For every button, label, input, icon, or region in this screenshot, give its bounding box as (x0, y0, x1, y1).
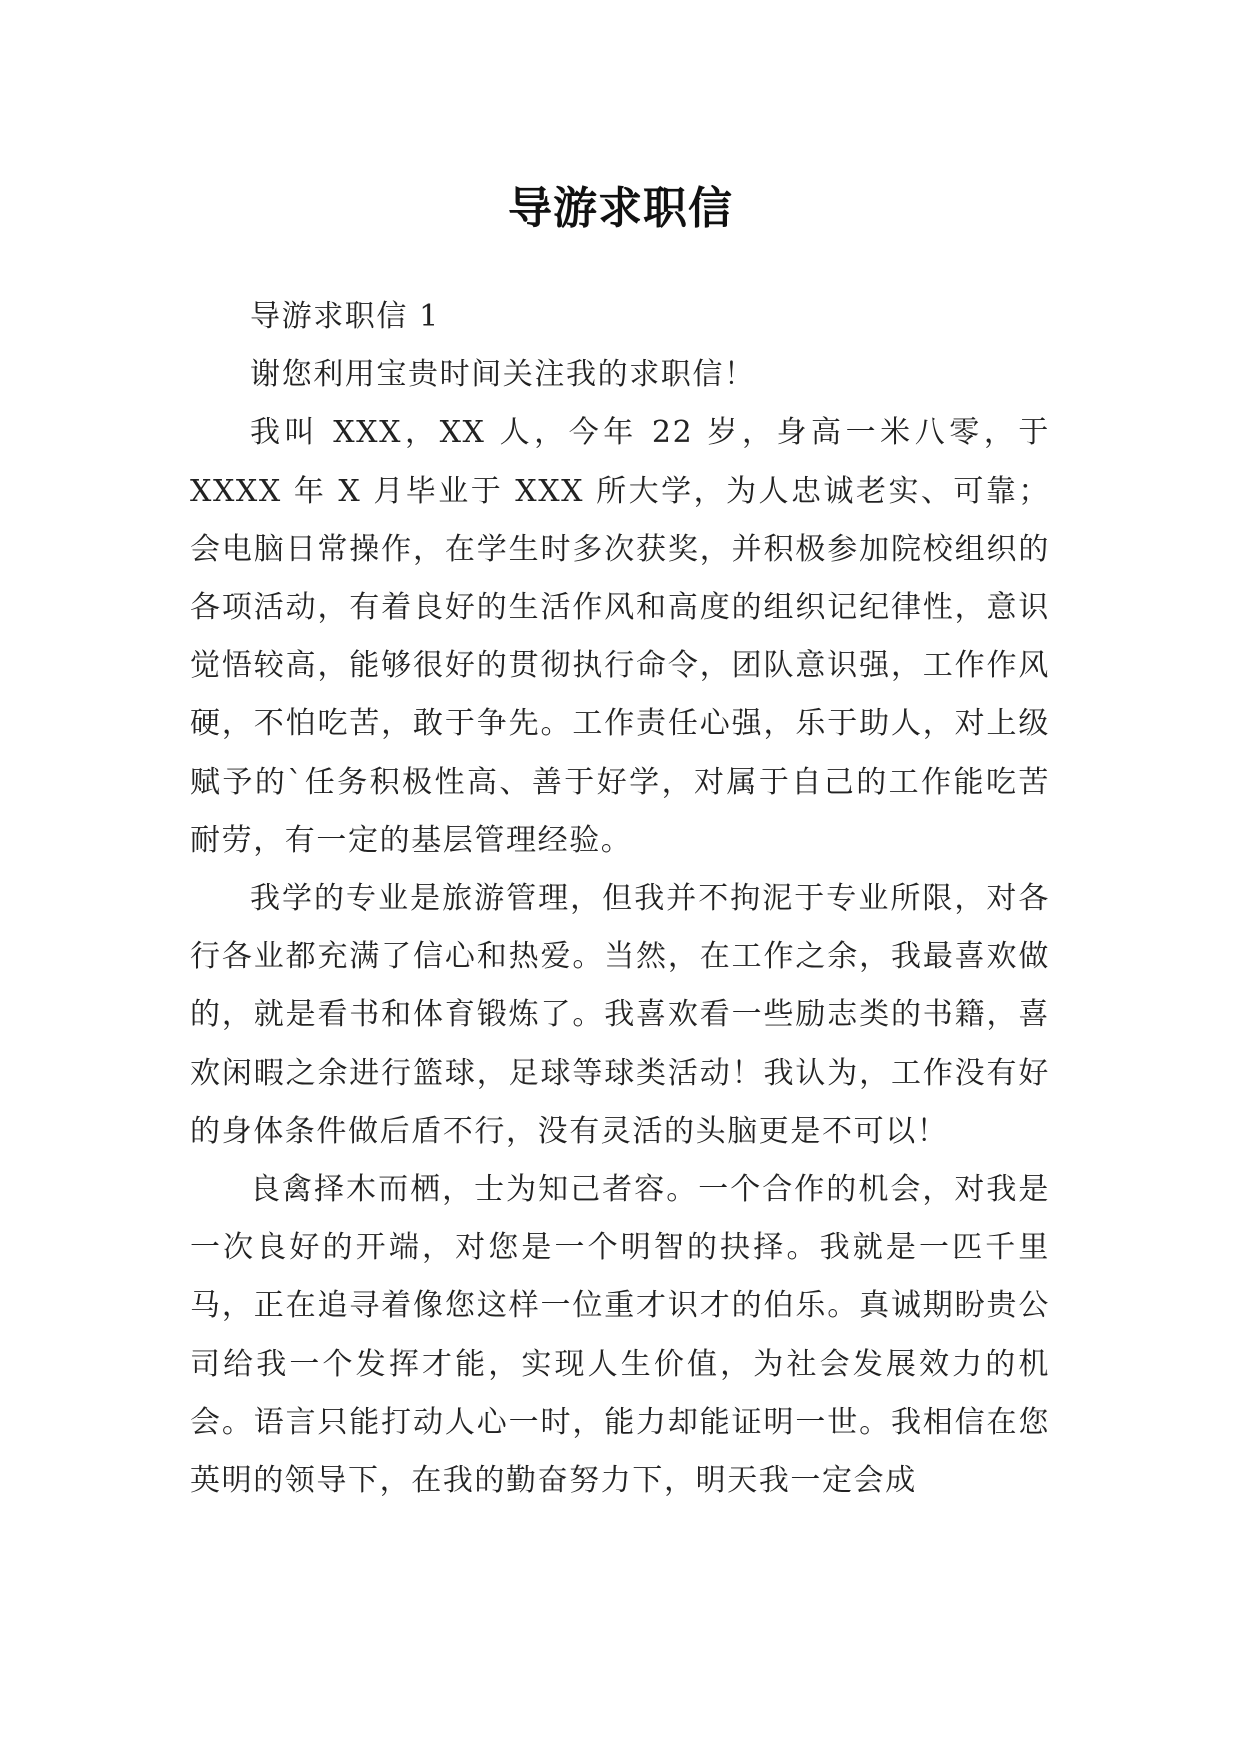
body-paragraph: 我叫 XXX，XX 人，今年 22 岁，身高一米八零，于 XXXX 年 X 月毕业于 XXX 所大学，为人忠诚老实、可靠；会电脑日常操作，在学生时多次获奖，并积极参加院校组织的各项活动，有着良好的生活作风和高度的组织记纪律性，意识觉悟较高，能够很好的贯彻执行命令，团队意识强，工作作风硬，不怕吃苦，敢于争先。工作责任心强，乐于助人，对上级赋予的`任务积极性高、善于好学，对属于自己的工作能吃苦耐劳，有一定的基层管理经验。 (190, 415, 1050, 858)
section-heading: 导游求职信 1 (250, 299, 440, 334)
document-body (190, 288, 1050, 1510)
body-paragraph: 良禽择木而栖，士为知己者容。一个合作的机会，对我是一次良好的开端，对您是一个明智的抉择。我就是一匹千里马，正在追寻着像您这样一位重才识才的伯乐。真诚期盼贵公司给我一个发挥才能，实现人生价值，为社会发展效力的机会。语言只能打动人心一时，能力却能证明一世。我相信在您英明的领导下，在我的勤奋努力下，明天我一定会成 (190, 1172, 1050, 1499)
document-title: 导游求职信 (508, 183, 733, 235)
body-paragraph: 我学的专业是旅游管理，但我并不拘泥于专业所限，对各行各业都充满了信心和热爱。当然，在工作之余，我最喜欢做的，就是看书和体育锻炼了。我喜欢看一些励志类的书籍，喜欢闲暇之余进行篮球，足球等球类活动！我认为，工作没有好的身体条件做后盾不行，没有灵活的头脑更是不可以！ (190, 881, 1050, 1149)
body-paragraph: 谢您利用宝贵时间关注我的求职信！ (250, 357, 756, 393)
